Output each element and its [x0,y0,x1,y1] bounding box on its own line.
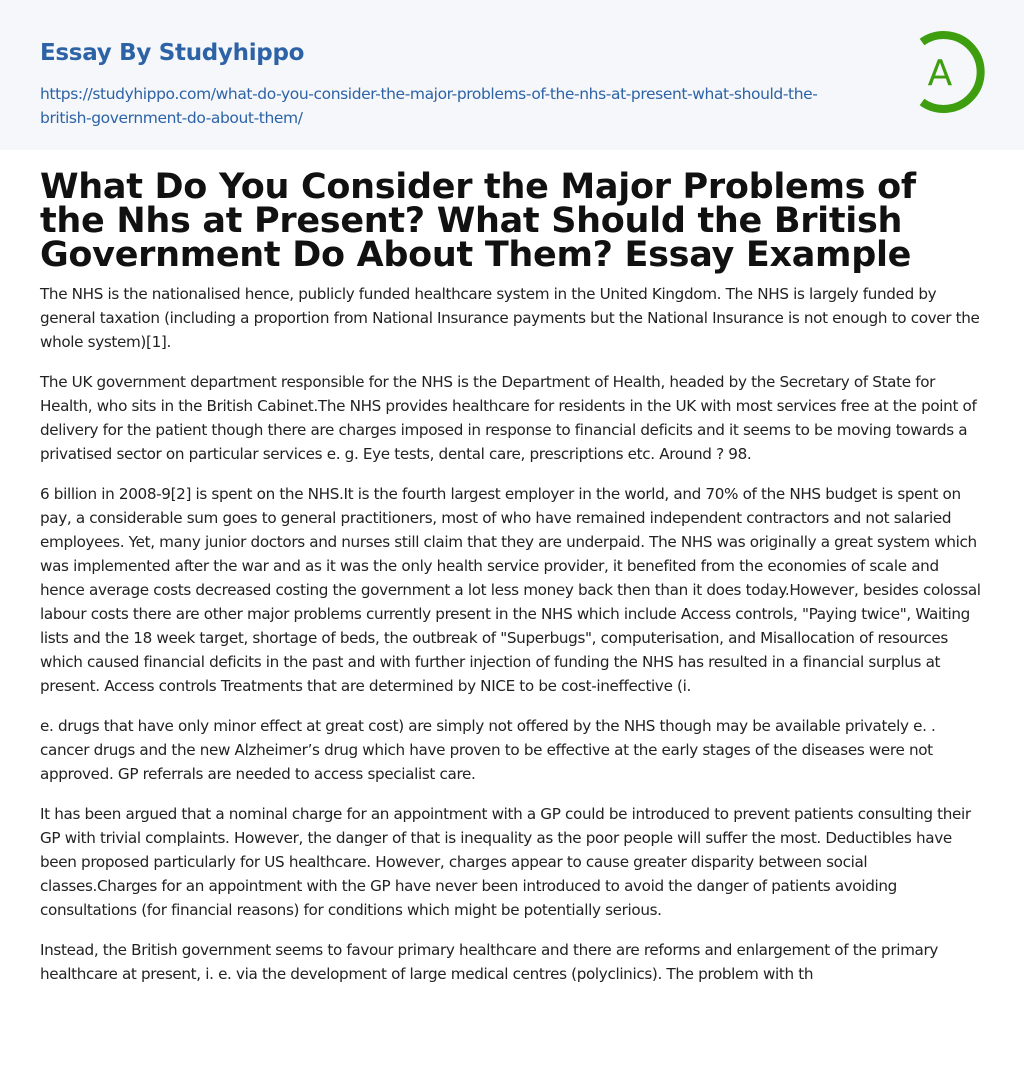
paragraph: 6 billion in 2008-9[2] is spent on the NHS.It is the fourth largest employer in the world, and 70% of the NHS budget is spent on pay, a considerable sum goes to general practitioners, most of who have remained independent contractors and not salaried employees. Yet, many junior doctors and nurses still claim that they are underpaid. The NHS was originally a great system which was implemented after the war and as it was the only health service provider, it benefited from the economies of scale and hence average costs decreased costing the government a lot less money back then than it does today.However, besides colossal labour costs there are other major problems currently present in the NHS which include Access controls, "Paying twice", Waiting lists and the 18 week target, shortage of beds, the outbreak of "Superbugs", computerisation, and Misallocation of resources which caused financial deficits in the past and with further injection of funding the NHS has resulted in a financial surplus at present. Access controls Treatments that are determined by NICE to be cost-ineffective (i. [40,485,981,695]
article-body [40,282,984,986]
brand-name: Essay By Studyhippo [40,40,305,66]
site-header [0,0,1024,150]
paragraph: The NHS is the nationalised hence, publicly funded healthcare system in the United Kingdom. The NHS is largely funded by general taxation (including a proportion from National Insurance payments but the National Insurance is not enough to cover the whole system)[1]. [40,285,980,351]
essay-url-link[interactable]: https://studyhippo.com/what-do-you-consider-the-major-problems-of-the-nhs-at-present-what-should-the-british-government-do-about-them/ [40,85,818,127]
paragraph: The UK government department responsible for the NHS is the Department of Health, headed by the Secretary of State for Health, who sits in the British Cabinet.The NHS provides healthcare for residents in the UK with most services free at the point of delivery for the patient though there are charges imposed in response to financial deficits and it seems to be moving towards a privatised sector on particular services e. g. Eye tests, dental care, prescriptions etc. Around ? 98. [40,373,977,463]
article [0,150,1024,986]
paragraph: Instead, the British government seems to favour primary healthcare and there are reforms and enlargement of the primary healthcare at present, i. e. via the development of large medical centres (polyclinics). The problem with th [40,941,939,983]
paragraph: e. drugs that have only minor effect at great cost) are simply not offered by the NHS though may be available privately e. . cancer drugs and the new Alzheimer’s drug which have proven to be effective at the early stages of the diseases were not approved. GP referrals are needed to access specialist care. [40,717,936,783]
studyhippo-logo-icon[interactable] [908,28,988,116]
paragraph: It has been argued that a nominal charge for an appointment with a GP could be introduced to prevent patients consulting their GP with trivial complaints. However, the danger of that is inequality as the poor people will suffer the most. Deductibles have been proposed particularly for US healthcare. However, charges appear to cause greater disparity between social classes.Charges for an appointment with the GP have never been introduced to avoid the danger of patients avoiding consultations (for financial reasons) for conditions which might be potentially serious. [40,805,971,919]
page-title: What Do You Consider the Major Problems of the Nhs at Present? What Should the British Government Do About Them? Essay Example [40,167,916,275]
logo-letter: A [927,53,953,94]
